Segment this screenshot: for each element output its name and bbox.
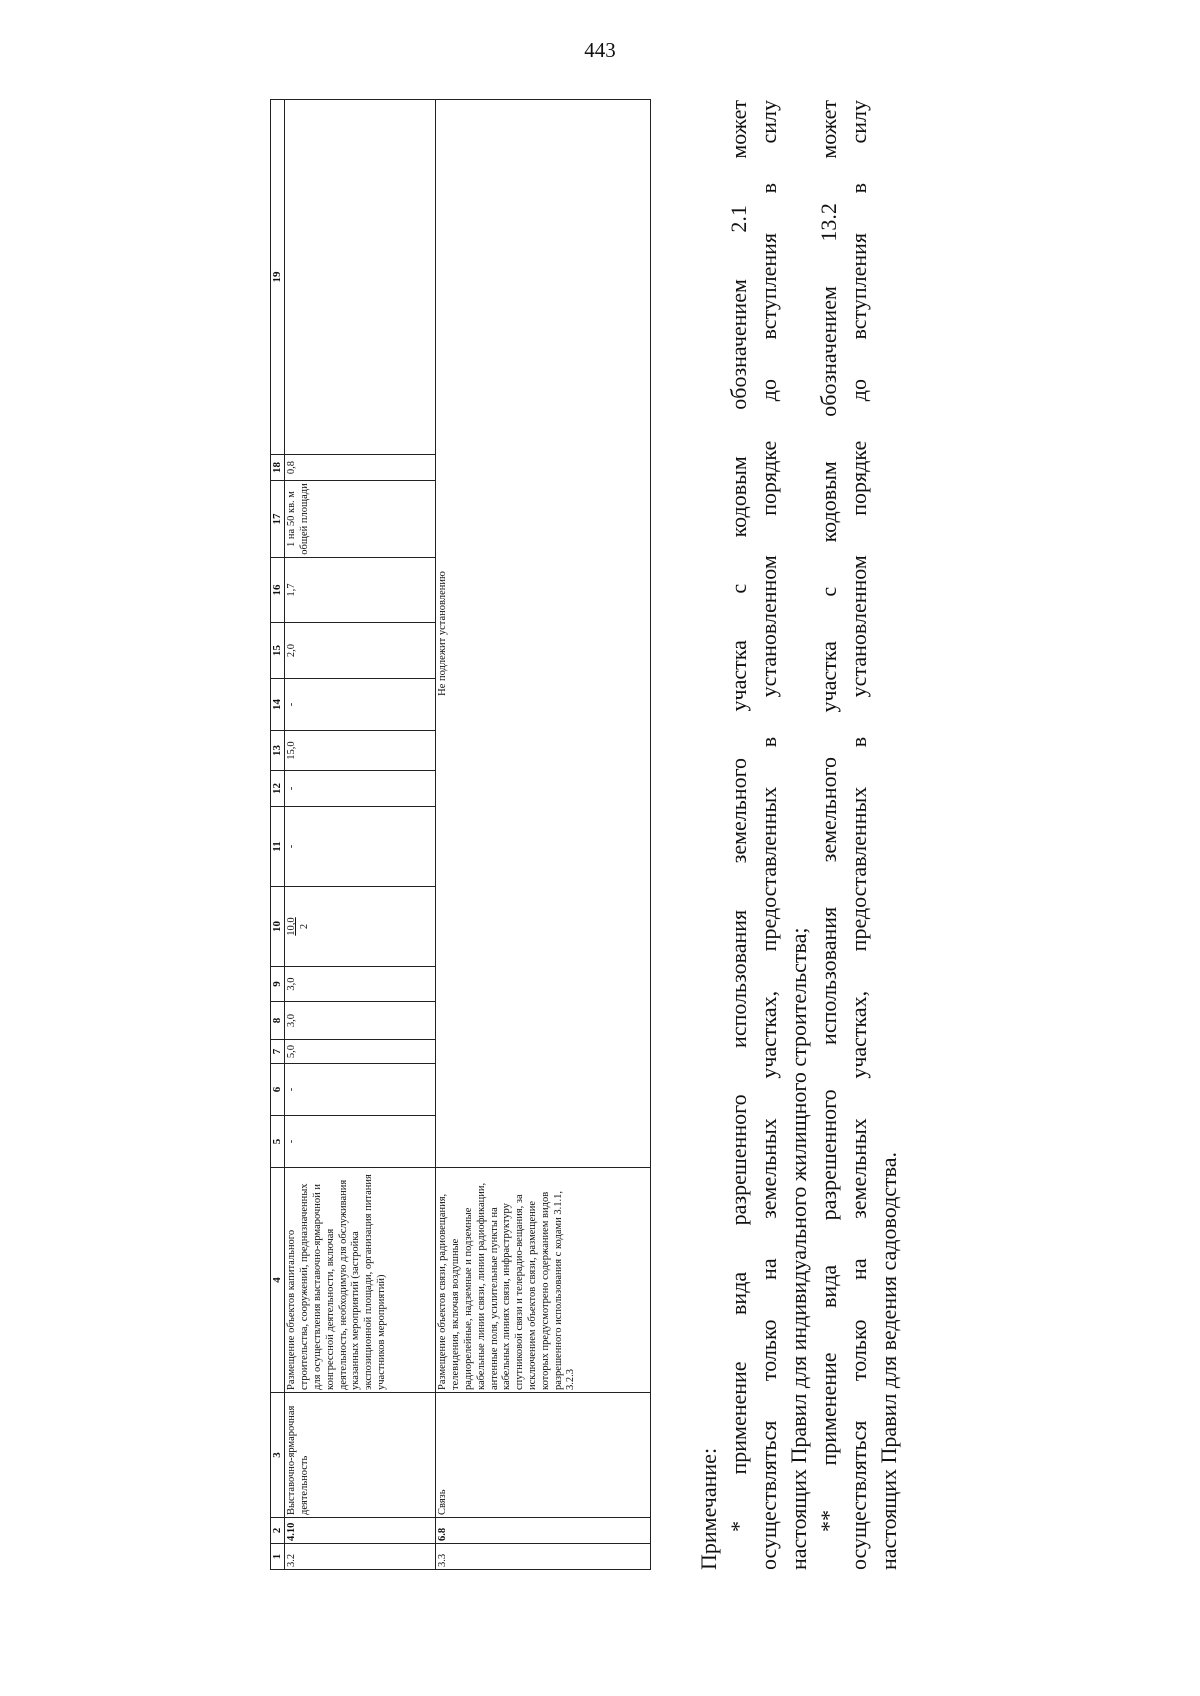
cell-value: 5,0 — [285, 1040, 436, 1064]
col-header: 8 — [271, 1002, 285, 1040]
cell-fraction — [285, 887, 436, 967]
cell-value — [285, 100, 436, 455]
cell-value: 3,0 — [285, 967, 436, 1002]
cell-code: 6.8 — [436, 1518, 651, 1544]
rotated-content — [270, 100, 950, 1570]
note-line: осуществляться только на земельных участках, предоставленных в установленном порядке до вступления в силу — [846, 100, 871, 1570]
col-header: 7 — [271, 1040, 285, 1064]
col-header: 6 — [271, 1064, 285, 1116]
cell-value: - — [285, 1116, 436, 1168]
col-header: 2 — [271, 1518, 285, 1544]
col-header: 4 — [271, 1168, 285, 1393]
col-header: 13 — [271, 731, 285, 771]
cell-parking-norm: 1 на 50 кв. м общей площади — [285, 481, 436, 558]
col-header: 17 — [271, 481, 285, 558]
cell-value: 15,0 — [285, 731, 436, 771]
col-header: 3 — [271, 1393, 285, 1518]
col-header: 9 — [271, 967, 285, 1002]
cell-value: 1,7 — [285, 558, 436, 623]
zoning-table — [270, 99, 651, 1570]
cell-value: 3,0 — [285, 1002, 436, 1040]
cell-value: - — [285, 771, 436, 807]
col-header: 15 — [271, 623, 285, 679]
table-row — [285, 100, 436, 1570]
col-header: 12 — [271, 771, 285, 807]
col-header: 5 — [271, 1116, 285, 1168]
col-header: 19 — [271, 100, 285, 455]
col-header: 10 — [271, 887, 285, 967]
cell-value: - — [285, 679, 436, 731]
note-line: ** применение вида разрешенного использования земельного участка с кодовым обозначением 13.2 может — [816, 100, 841, 1532]
note-line: осуществляться только на земельных участках, предоставленных в установленном порядке до вступления в силу — [756, 100, 781, 1570]
cell-use-name: Связь — [436, 1393, 651, 1518]
table-header-row — [271, 100, 285, 1570]
notes-title: Примечание: — [696, 1447, 721, 1570]
cell-number: 3.2 — [285, 1544, 436, 1570]
cell-value: 0,8 — [285, 455, 436, 481]
col-header: 11 — [271, 807, 285, 887]
cell-code: 4.10 — [285, 1518, 436, 1544]
col-header: 1 — [271, 1544, 285, 1570]
col-header: 18 — [271, 455, 285, 481]
page-number: 443 — [584, 38, 616, 62]
cell-use-description: Размещение объектов капитального строительства, сооружений, предназначенных для осуществления выставочно-ярмарочной и конгрессной деятельности, включая деятельность, необходимую для обслуживания указанных мероприятий (застройка экспозиционной площади, организация питания участников мероприятий) — [285, 1168, 436, 1393]
cell-value: - — [285, 1064, 436, 1116]
note-line: настоящих Правил для ведения садоводства. — [876, 1151, 901, 1570]
fraction-numerator: 10,0 — [286, 917, 298, 936]
fraction-denominator: 2 — [299, 923, 311, 930]
fraction — [286, 917, 312, 935]
cell-use-name: Выставочно-ярмарочная деятельность — [285, 1393, 436, 1518]
note-line: настоящих Правил для индивидуального жилищного строительства; — [786, 927, 811, 1570]
cell-number: 3.3 — [436, 1544, 651, 1570]
cell-value: 2,0 — [285, 623, 436, 679]
col-header: 14 — [271, 679, 285, 731]
cell-value: - — [285, 807, 436, 887]
table-row — [436, 100, 651, 1570]
cell-use-description: Размещение объектов связи, радиовещания, телевидения, включая воздушные радиорелейные, надземные и подземные кабельные линии связи, линии радиофикации, антенные поля, усилительные пункты на кабельных линиях связи, инфраструктуру спутниковой связи и телерадио-вещания, за исключением объектов связи, размещение которых предусмотрено содержанием видов разрешенного использования с кодами 3.1.1, 3.2.3 — [436, 1168, 651, 1393]
cell-not-applicable: Не подлежит установлению — [436, 100, 651, 1168]
note-line: * применение вида разрешенного использования земельного участка с кодовым обозначением 2.1 может — [726, 100, 751, 1532]
col-header: 16 — [271, 558, 285, 623]
notes-section — [694, 100, 904, 1570]
